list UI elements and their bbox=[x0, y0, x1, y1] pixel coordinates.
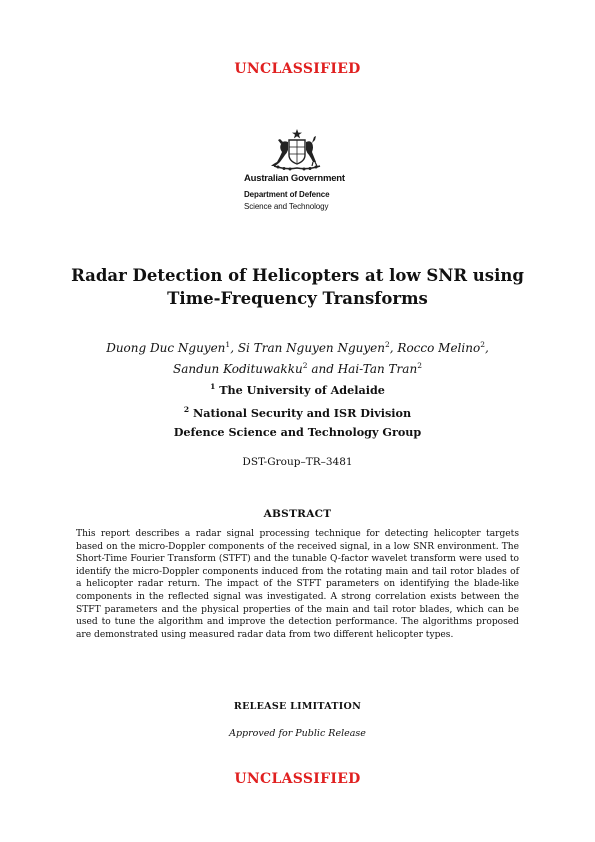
affiliation-item bbox=[40, 423, 555, 442]
author-affiliation-mark: 2 bbox=[417, 361, 422, 370]
author-affiliation-mark: 2 bbox=[302, 361, 308, 370]
author-affiliation-mark: 2 bbox=[480, 340, 485, 349]
classification-top: UNCLASSIFIED bbox=[234, 61, 361, 77]
author-affiliation-mark: 2 bbox=[385, 340, 390, 349]
author-separator: , bbox=[389, 341, 398, 355]
report-title bbox=[40, 264, 555, 310]
author-name: Rocco Melino bbox=[397, 341, 481, 355]
department-name: Department of Defence bbox=[244, 190, 330, 199]
author-name: Sandun Kodituwakku bbox=[173, 362, 303, 376]
author-affiliation-mark: 1 bbox=[225, 340, 231, 349]
author-separator: , bbox=[230, 341, 238, 355]
abstract-heading: ABSTRACT bbox=[263, 508, 332, 520]
affiliation-number: 2 bbox=[183, 405, 190, 414]
author-line-1 bbox=[40, 336, 555, 357]
release-limitation-heading: RELEASE LIMITATION bbox=[233, 701, 362, 712]
government-name: Australian Government bbox=[244, 173, 345, 184]
author-separator: and bbox=[307, 362, 338, 376]
division-name: Science and Technology bbox=[244, 202, 329, 211]
affiliation-item bbox=[40, 377, 555, 400]
affiliation-text: The University of Adelaide bbox=[219, 383, 385, 397]
author-separator: , bbox=[484, 341, 489, 355]
author-name: Hai-Tan Tran bbox=[337, 362, 418, 376]
author-line-2 bbox=[40, 357, 555, 378]
affiliation-text: Defence Science and Technology Group bbox=[173, 425, 422, 439]
author-name: Si Tran Nguyen Nguyen bbox=[237, 341, 385, 355]
report-number: DST-Group–TR–3481 bbox=[242, 456, 353, 468]
affiliation-list bbox=[40, 377, 555, 442]
government-logo-text bbox=[244, 173, 364, 212]
coat-of-arms-icon bbox=[268, 128, 326, 172]
author-name: Duong Duc Nguyen bbox=[106, 341, 226, 355]
author-list bbox=[40, 336, 555, 378]
classification-bottom: UNCLASSIFIED bbox=[234, 771, 361, 787]
abstract-text: This report describes a radar signal processing technique for detecting helicopter targets based on the micro-Doppler components of the received signal, in a low SNR environment. The Short-Time Fourier Transform (STFT) and the tunable Q-factor wavelet transform were used to identify the micro-Doppler components induced from the rotating main and tail rotor blades of a helicopter radar return. The impact of the STFT parameters on identifying the blade-like components in the reflected signal was investigated. A strong correlation exists between the STFT parameters and the physical properties of the main and tail rotor blades, which can be used to tune the algorithm and improve the detection performance. The algorithms proposed are demonstrated using measured radar data from two different helicopter types. bbox=[76, 529, 519, 640]
affiliation-text: National Security and ISR Division bbox=[192, 406, 412, 420]
affiliation-number: 1 bbox=[210, 382, 216, 391]
release-limitation-value: Approved for Public Release bbox=[229, 728, 366, 739]
affiliation-item bbox=[40, 400, 555, 423]
title-line-2: Time-Frequency Transforms bbox=[167, 289, 428, 308]
title-line-1: Radar Detection of Helicopters at low SNR using bbox=[71, 266, 524, 285]
